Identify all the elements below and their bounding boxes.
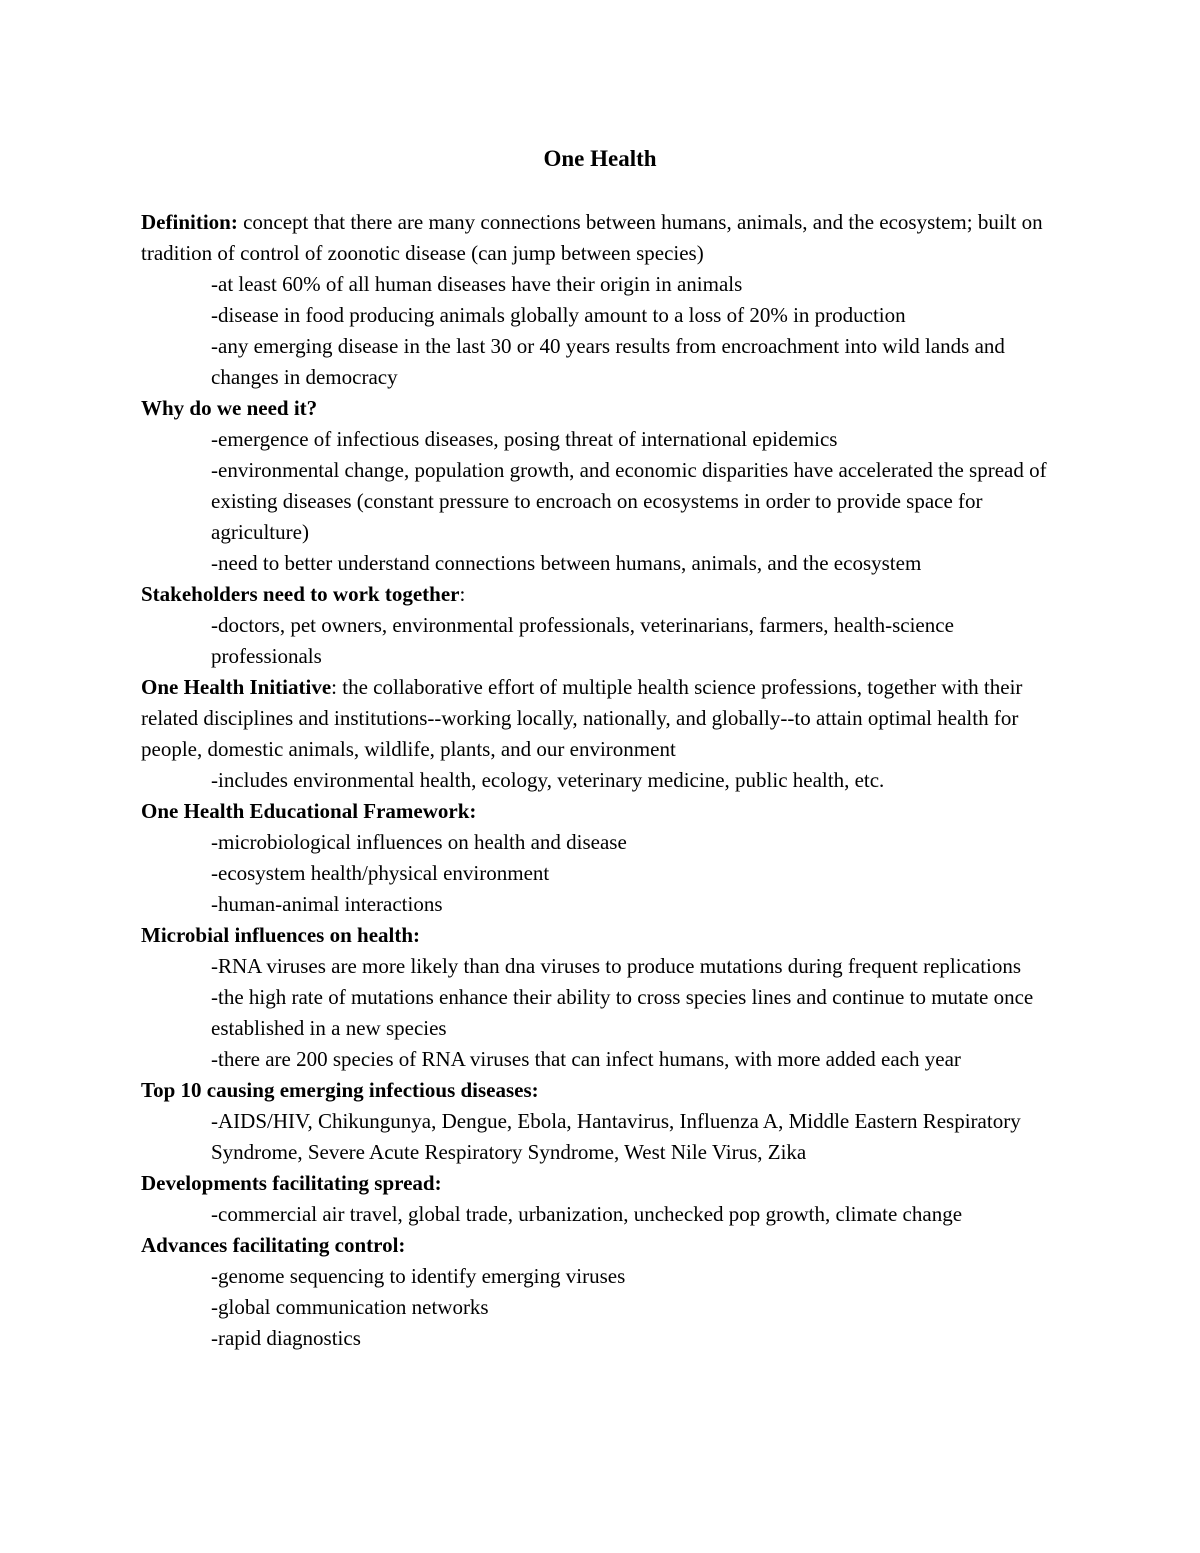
developments-heading: Developments facilitating spread: — [141, 1171, 442, 1195]
framework-item: -microbiological influences on health and disease — [211, 830, 627, 854]
advances-heading: Advances facilitating control: — [141, 1233, 406, 1257]
page-title: One Health — [543, 146, 657, 171]
microbial-item: -RNA viruses are more likely than dna viruses to produce mutations during frequent replications — [211, 954, 1022, 978]
why-item: -environmental change, population growth, and economic disparities have accelerated the spread of existing diseases (constant pressure to encroach on ecosystems in order to provide space for agriculture) — [211, 458, 1047, 544]
why-item: -need to better understand connections between humans, animals, and the ecosystem — [211, 551, 922, 575]
definition-item: -at least 60% of all human diseases have their origin in animals — [211, 272, 743, 296]
stakeholders-item: -doctors, pet owners, environmental professionals, veterinarians, farmers, health-science professionals — [211, 613, 954, 668]
initiative-paragraph — [141, 672, 1066, 765]
definition-item: -disease in food producing animals globally amount to a loss of 20% in production — [211, 303, 906, 327]
advances-item: -genome sequencing to identify emerging viruses — [211, 1264, 626, 1288]
framework-item: -ecosystem health/physical environment — [211, 861, 550, 885]
framework-heading: One Health Educational Framework: — [141, 799, 477, 823]
why-heading: Why do we need it? — [141, 396, 318, 420]
microbial-item: -the high rate of mutations enhance their ability to cross species lines and continue to mutate once established in a new species — [211, 985, 1034, 1040]
microbial-heading: Microbial influences on health: — [141, 923, 421, 947]
why-item: -emergence of infectious diseases, posing threat of international epidemics — [211, 427, 838, 451]
advances-item: -rapid diagnostics — [211, 1326, 361, 1350]
developments-item: -commercial air travel, global trade, urbanization, unchecked pop growth, climate change — [211, 1202, 963, 1226]
initiative-heading: One Health Initiative — [141, 675, 332, 699]
initiative-text: : the collaborative effort of multiple health science professions, together with their related disciplines and institutions--working locally, nationally, and globally--to attain optimal health for people, domestic animals, wildlife, plants, and our environment — [141, 675, 1023, 761]
top10-item: -AIDS/HIV, Chikungunya, Dengue, Ebola, Hantavirus, Influenza A, Middle Eastern Respiratory Syndrome, Severe Acute Respiratory Syndrome, West Nile Virus, Zika — [211, 1109, 1021, 1164]
stakeholders-paragraph — [141, 579, 1066, 610]
definition-text: concept that there are many connections between humans, animals, and the ecosystem; built on tradition of control of zoonotic disease (can jump between species) — [141, 210, 1043, 265]
advances-item: -global communication networks — [211, 1295, 489, 1319]
definition-heading: Definition: — [141, 210, 238, 234]
microbial-item: -there are 200 species of RNA viruses that can infect humans, with more added each year — [211, 1047, 961, 1071]
definition-item: -any emerging disease in the last 30 or 40 years results from encroachment into wild lands and changes in democracy — [211, 334, 1005, 389]
definition-paragraph — [141, 207, 1066, 269]
stakeholders-heading: Stakeholders need to work together — [141, 582, 460, 606]
initiative-item: -includes environmental health, ecology, veterinary medicine, public health, etc. — [211, 768, 885, 792]
framework-item: -human-animal interactions — [211, 892, 443, 916]
stakeholders-suffix: : — [459, 582, 466, 606]
top10-heading: Top 10 causing emerging infectious diseases: — [141, 1078, 539, 1102]
document-body — [141, 207, 1066, 1354]
